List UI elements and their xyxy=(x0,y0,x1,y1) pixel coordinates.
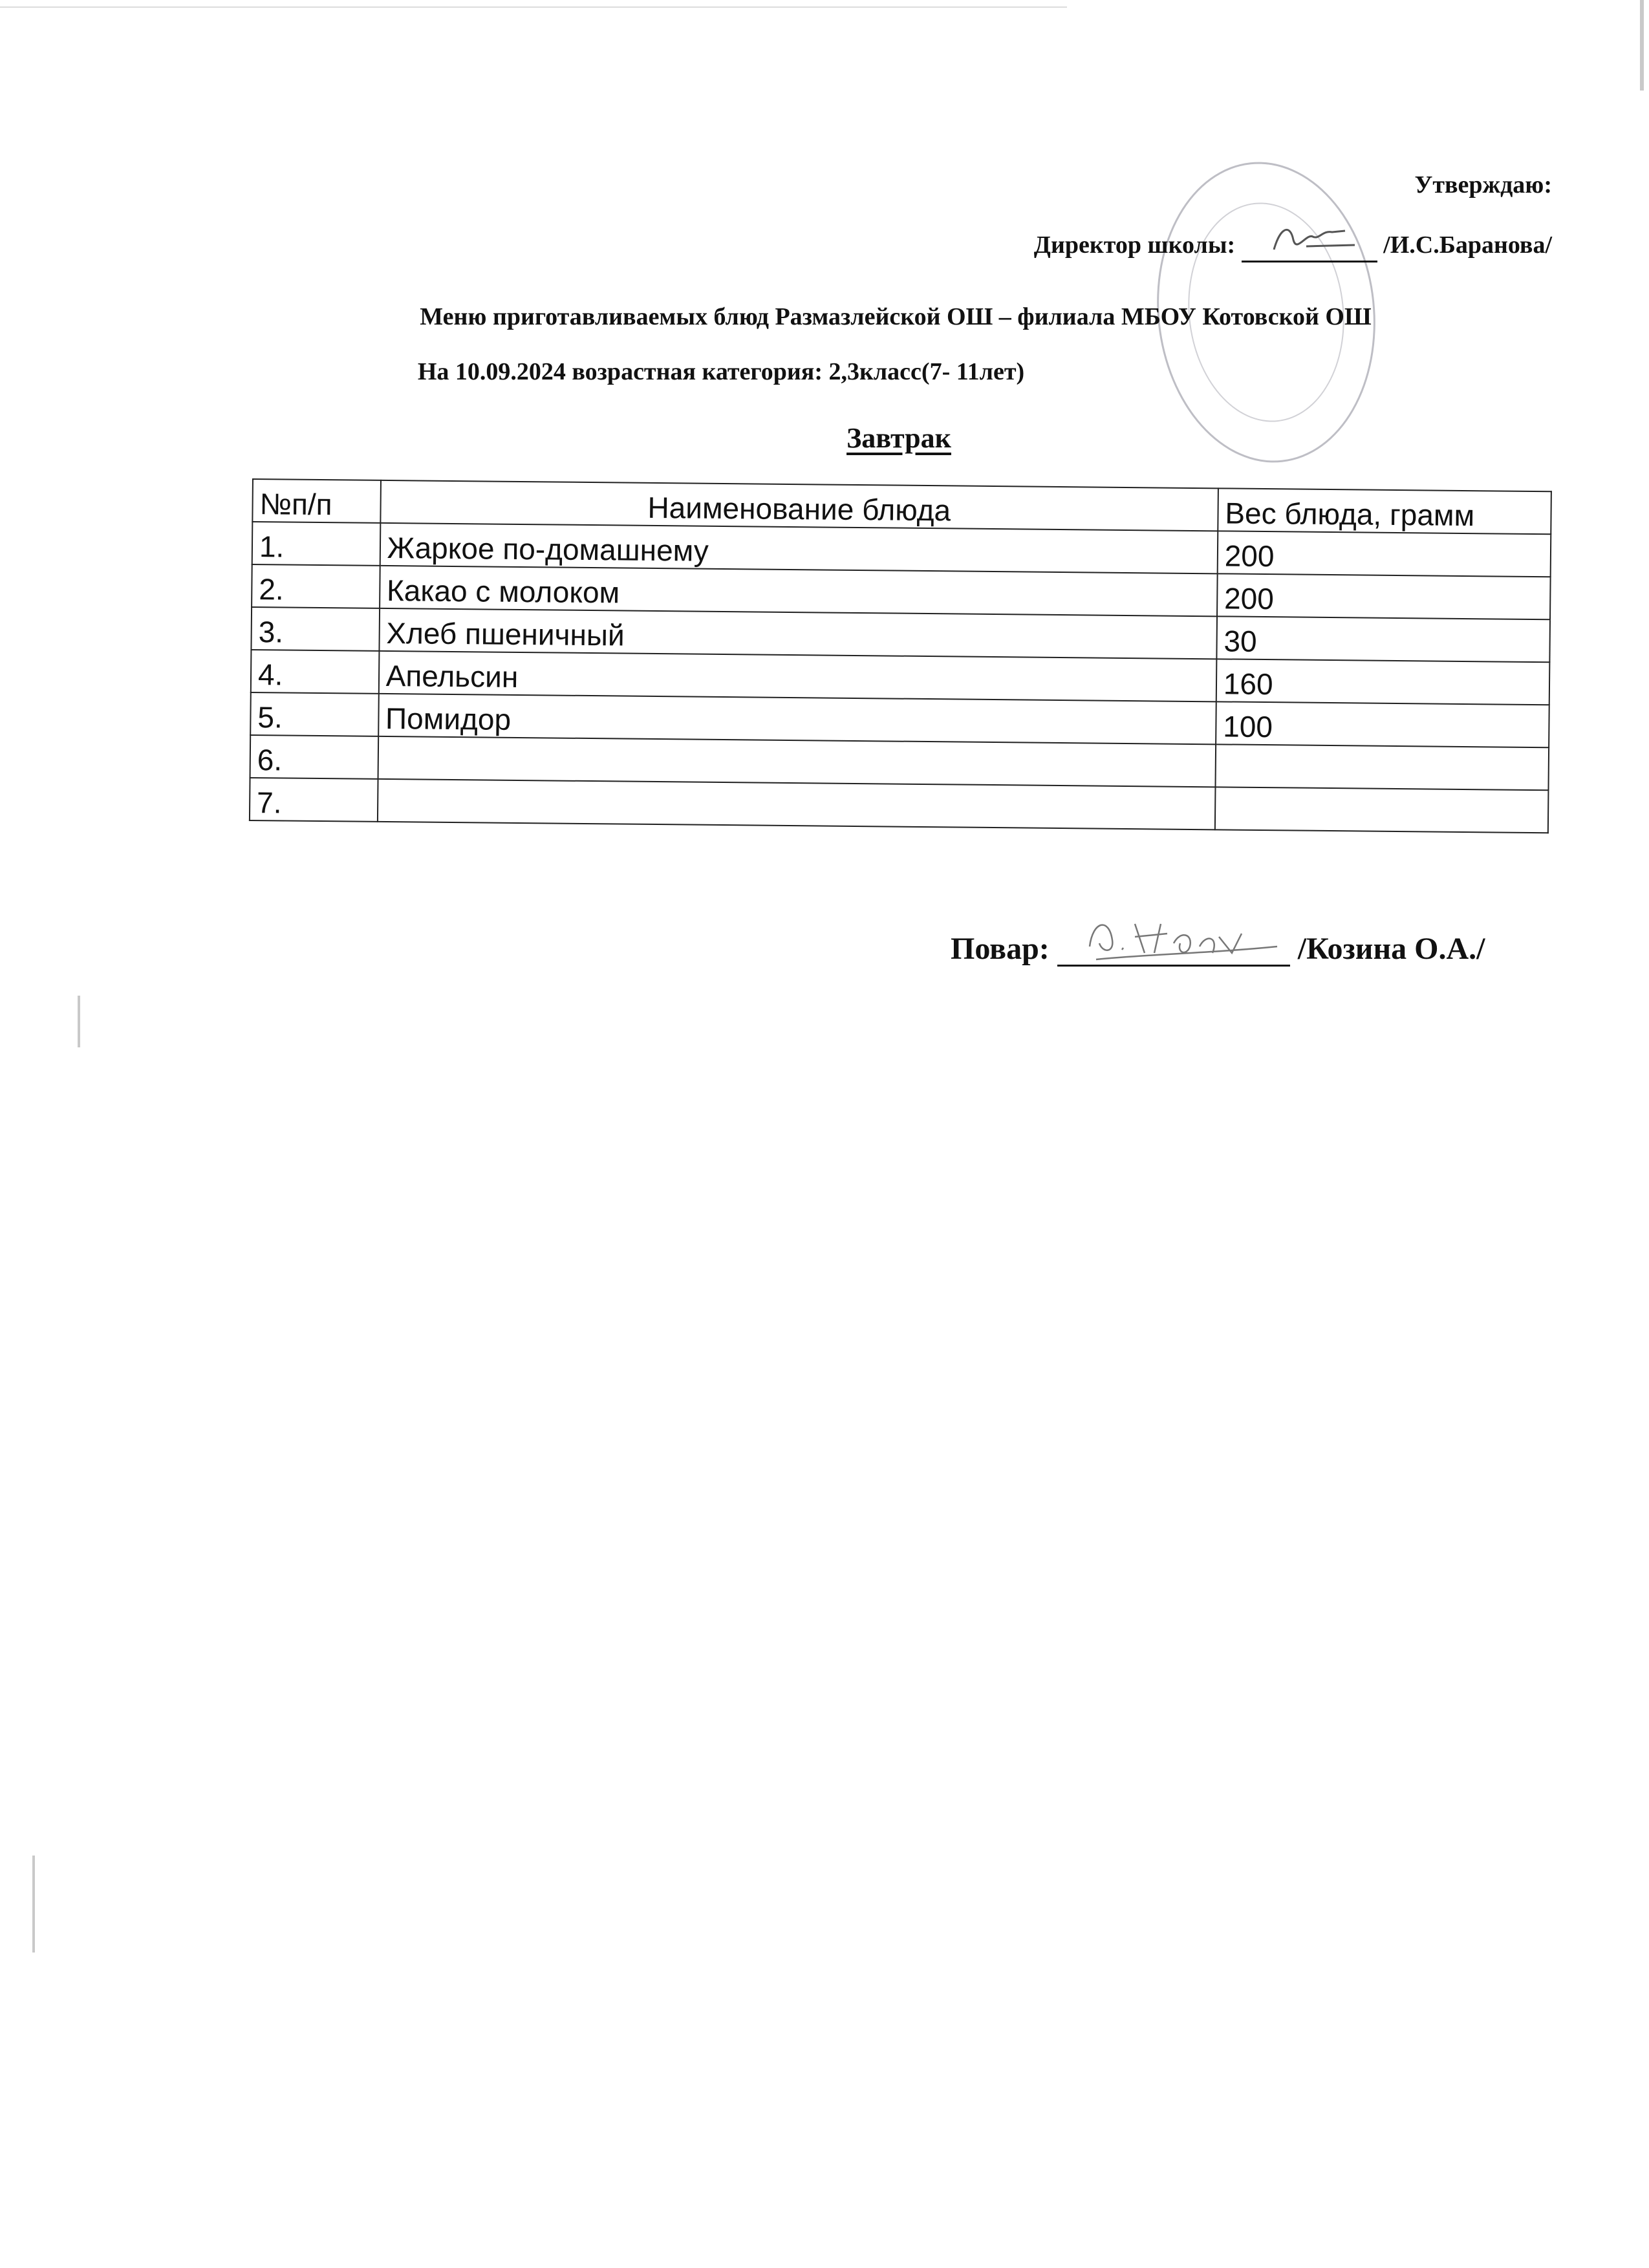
row-number: 1. xyxy=(252,522,380,566)
row-dish-weight: 200 xyxy=(1217,531,1551,577)
row-dish-name: Какао с молоком xyxy=(380,566,1218,616)
row-dish-name: Жаркое по-домашнему xyxy=(380,523,1218,573)
cook-signature xyxy=(1083,908,1290,966)
cook-label: Повар: xyxy=(951,932,1050,966)
row-dish-weight: 30 xyxy=(1216,616,1550,662)
row-dish-weight: 200 xyxy=(1217,573,1551,619)
director-line xyxy=(1034,228,1552,262)
row-number: 5. xyxy=(250,692,378,736)
row-dish-name xyxy=(378,779,1216,829)
scan-edge-right xyxy=(1640,0,1644,91)
director-name: /И.С.Баранова/ xyxy=(1383,231,1552,259)
header-dish-name: Наименование блюда xyxy=(380,480,1218,531)
scan-mark-left xyxy=(78,996,80,1047)
row-dish-weight: 160 xyxy=(1216,659,1550,705)
row-number: 7. xyxy=(250,778,378,822)
row-dish-name: Помидор xyxy=(378,694,1216,744)
row-dish-weight: 100 xyxy=(1216,701,1549,747)
approval-title: Утверждаю: xyxy=(1414,171,1552,198)
row-number: 4. xyxy=(251,650,379,694)
row-number: 2. xyxy=(252,564,380,608)
director-signature xyxy=(1267,220,1364,259)
approval-block xyxy=(1034,168,1552,262)
cook-name: /Козина О.А./ xyxy=(1297,932,1485,966)
row-number: 6. xyxy=(250,735,378,779)
menu-table xyxy=(249,478,1552,833)
scan-edge-top xyxy=(0,6,1067,8)
row-number: 3. xyxy=(251,607,379,651)
cook-signature-line xyxy=(1057,934,1290,967)
date-category-line: На 10.09.2024 возрастная категория: 2,3класс(7- 11лет) xyxy=(417,358,1025,385)
header-number: №п/п xyxy=(252,479,380,523)
row-dish-weight xyxy=(1215,744,1549,790)
director-label: Директор школы: xyxy=(1033,231,1236,259)
menu-title: Меню приготавливаемых блюд Размазлейской ОШ – филиала МБОУ Котовской ОШ xyxy=(420,303,1372,330)
row-dish-name xyxy=(378,736,1216,787)
scan-mark-left-lower xyxy=(32,1856,35,1952)
row-dish-name: Хлеб пшеничный xyxy=(379,608,1217,659)
director-signature-line xyxy=(1242,235,1377,262)
header-dish-weight: Вес блюда, грамм xyxy=(1218,488,1551,534)
meal-title: Завтрак xyxy=(846,422,951,454)
row-dish-name: Апельсин xyxy=(378,651,1216,701)
cook-signature-block xyxy=(951,931,1485,967)
row-dish-weight xyxy=(1215,787,1549,833)
